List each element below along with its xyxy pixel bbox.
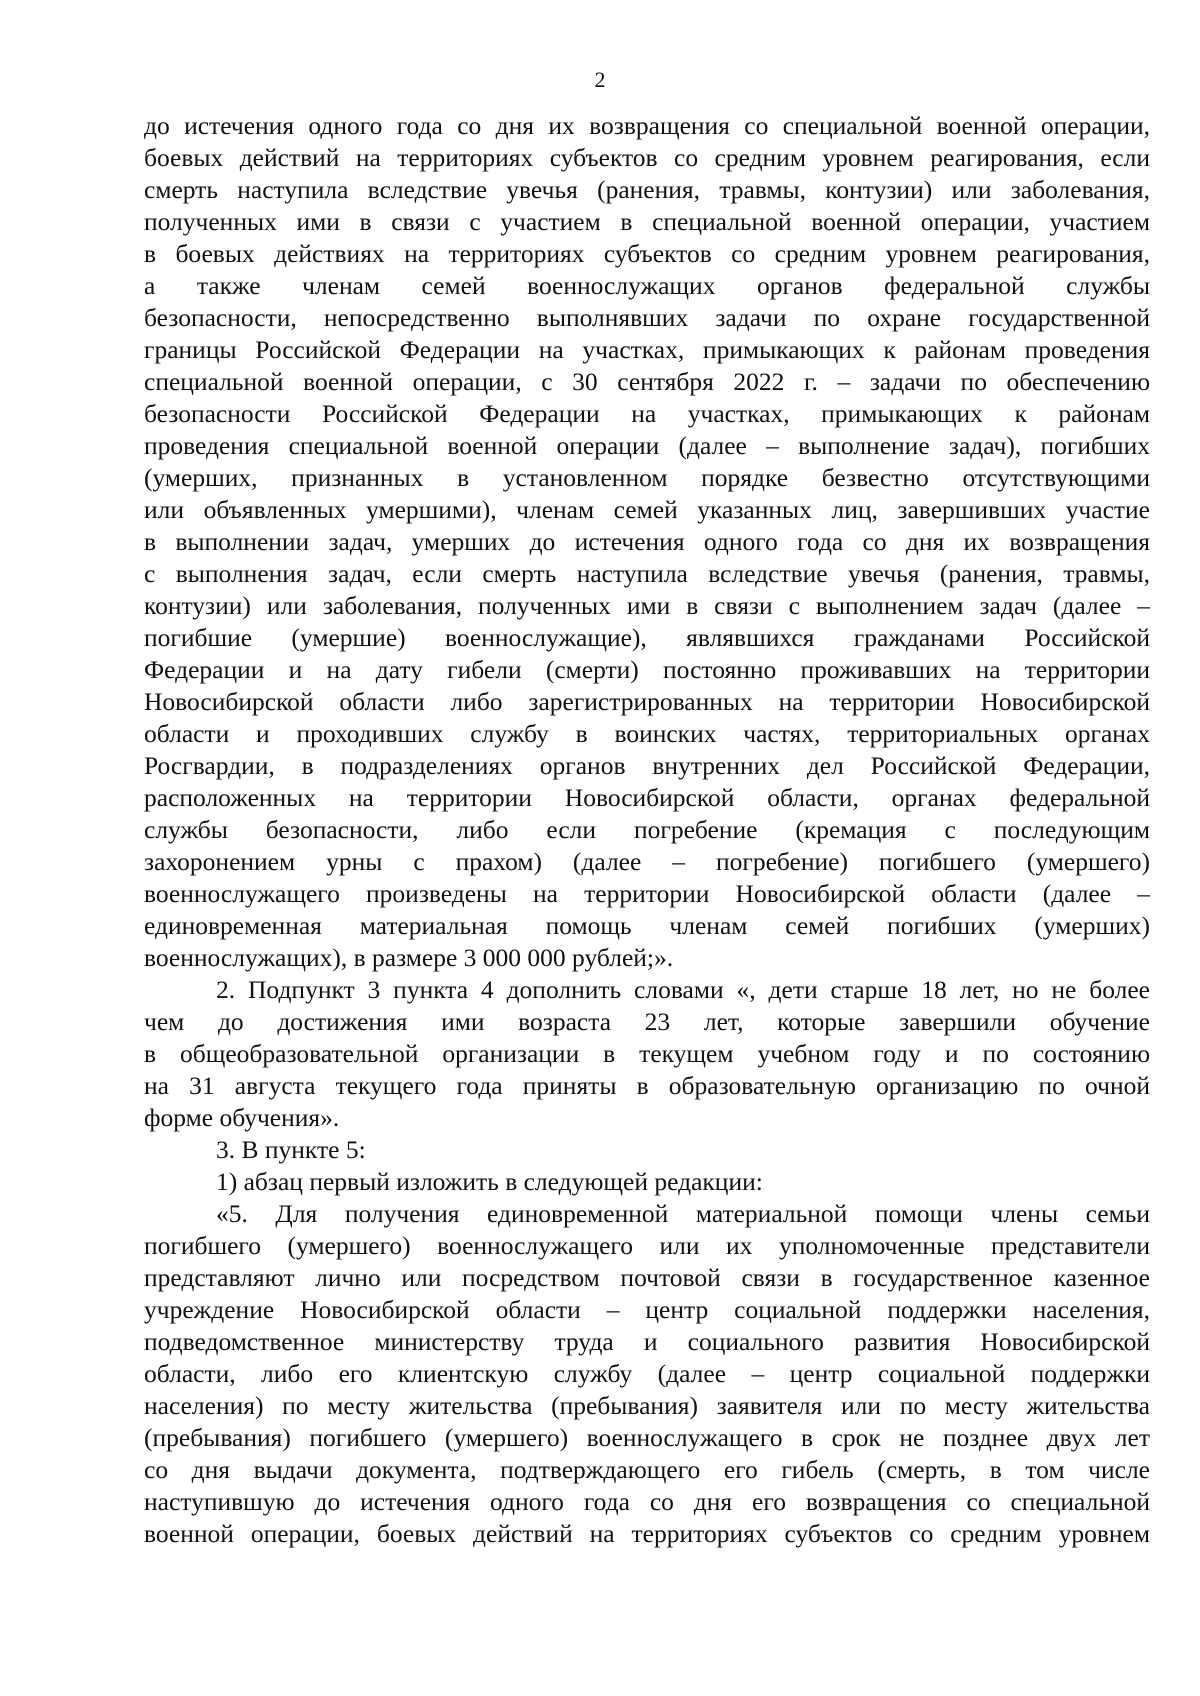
text-line: погибшего (умершего) военнослужащего или их уполномоченные представители (144, 1231, 1150, 1260)
text-line: (пребывания) погибшего (умершего) военнослужащего в срок не позднее двух лет (144, 1423, 1150, 1452)
text-line: форме обучения». (144, 1103, 340, 1132)
text-line: 3. В пункте 5: (216, 1135, 366, 1164)
text-line: учреждение Новосибирской области – центр социальной поддержки населения, (144, 1295, 1150, 1324)
text-line: военнослужащих), в размере 3 000 000 рублей;». (144, 943, 674, 972)
text-line: области и проходивших службу в воинских частях, территориальных органах (144, 719, 1150, 748)
text-line: безопасности Российской Федерации на участках, примыкающих к районам (144, 399, 1150, 428)
text-line: или объявленных умершими), членам семей указанных лиц, завершивших участие (144, 495, 1150, 524)
text-line: в общеобразовательной организации в текущем учебном году и по состоянию (144, 1039, 1150, 1068)
text-line: до истечения одного года со дня их возвращения со специальной военной операции, (144, 111, 1150, 140)
text-line: единовременная материальная помощь членам семей погибших (умерших) (144, 911, 1150, 940)
text-line: с выполнения задач, если смерть наступила вследствие увечья (ранения, травмы, (144, 559, 1150, 588)
document-body (144, 110, 1150, 1550)
text-line: проведения специальной военной операции (далее – выполнение задач), погибших (144, 431, 1150, 460)
text-line: области, либо его клиентскую службу (далее – центр социальной поддержки (144, 1359, 1150, 1388)
text-line: представляют лично или посредством почтовой связи в государственное казенное (144, 1263, 1150, 1292)
text-line: населения) по месту жительства (пребывания) заявителя или по месту жительства (144, 1391, 1150, 1420)
text-line: захоронением урны с прахом) (далее – погребение) погибшего (умершего) (144, 847, 1150, 876)
text-line: боевых действий на территориях субъектов со средним уровнем реагирования, если (144, 143, 1150, 172)
text-line: расположенных на территории Новосибирской области, органах федеральной (144, 783, 1150, 812)
text-line: а также членам семей военнослужащих органов федеральной службы (144, 271, 1150, 300)
text-line: службы безопасности, либо если погребение (кремация с последующим (144, 815, 1150, 844)
text-line: на 31 августа текущего года приняты в образовательную организацию по очной (144, 1071, 1150, 1100)
page-number: 2 (594, 67, 606, 92)
text-line: «5. Для получения единовременной материальной помощи члены семьи (216, 1199, 1150, 1228)
text-line: в выполнении задач, умерших до истечения одного года со дня их возвращения (144, 527, 1150, 556)
text-line: в боевых действиях на территориях субъектов со средним уровнем реагирования, (144, 239, 1150, 268)
text-line: со дня выдачи документа, подтверждающего его гибель (смерть, в том числе (144, 1455, 1150, 1484)
text-line: безопасности, непосредственно выполнявших задачи по охране государственной (144, 303, 1150, 332)
text-line: полученных ими в связи с участием в специальной военной операции, участием (144, 207, 1150, 236)
text-line: подведомственное министерству труда и социального развития Новосибирской (144, 1327, 1150, 1356)
text-line: 1) абзац первый изложить в следующей редакции: (216, 1167, 763, 1196)
text-line: 2. Подпункт 3 пункта 4 дополнить словами «, дети старше 18 лет, но не более (216, 975, 1150, 1004)
text-line: Новосибирской области либо зарегистрированных на территории Новосибирской (144, 687, 1150, 716)
text-line: специальной военной операции, с 30 сентября 2022 г. – задачи по обеспечению (144, 367, 1150, 396)
text-line: военнослужащего произведены на территории Новосибирской области (далее – (144, 879, 1150, 908)
text-line: Росгвардии, в подразделениях органов внутренних дел Российской Федерации, (144, 751, 1150, 780)
text-line: контузии) или заболевания, полученных ими в связи с выполнением задач (далее – (144, 591, 1150, 620)
text-line: наступившую до истечения одного года со дня его возвращения со специальной (144, 1487, 1150, 1516)
text-line: границы Российской Федерации на участках, примыкающих к районам проведения (144, 335, 1150, 364)
text-line: Федерации и на дату гибели (смерти) постоянно проживавших на территории (144, 655, 1150, 684)
text-line: смерть наступила вследствие увечья (ранения, травмы, контузии) или заболевания, (144, 175, 1150, 204)
text-line: чем до достижения ими возраста 23 лет, которые завершили обучение (144, 1007, 1150, 1036)
text-line: погибшие (умершие) военнослужащие), являвшихся гражданами Российской (144, 623, 1150, 652)
text-line: (умерших, признанных в установленном порядке безвестно отсутствующими (144, 463, 1150, 492)
text-line: военной операции, боевых действий на территориях субъектов со средним уровнем (144, 1519, 1150, 1548)
